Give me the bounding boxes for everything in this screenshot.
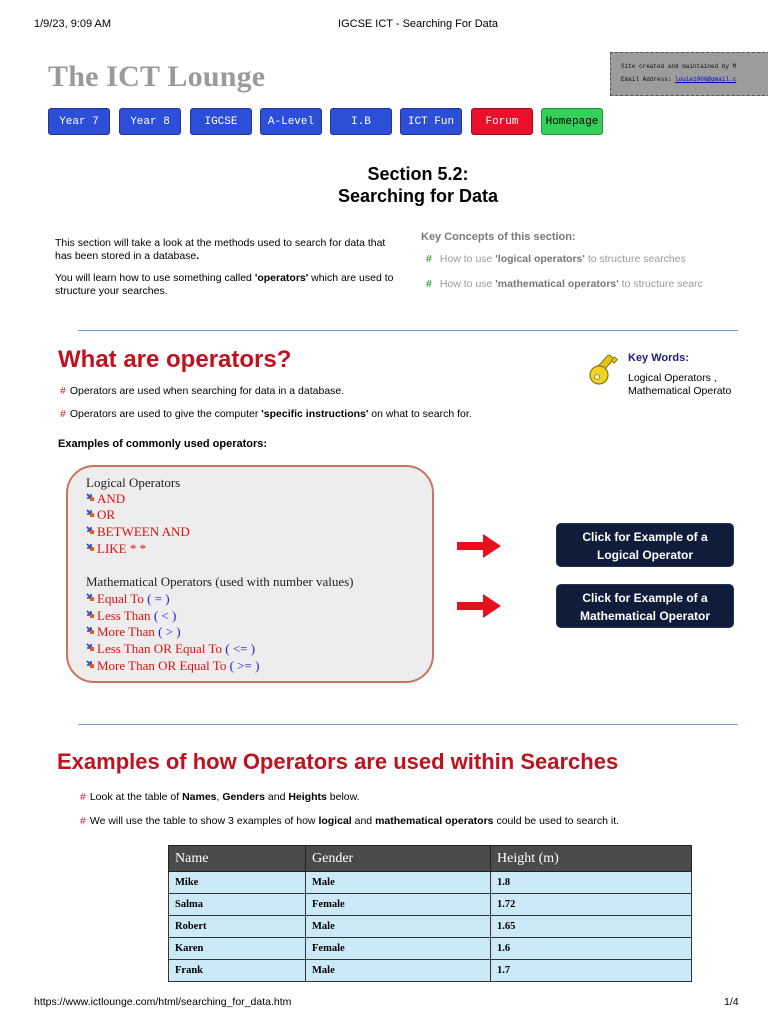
hash-bullet-icon: # — [60, 408, 66, 420]
stamp-line2 — [621, 73, 768, 86]
hash-bullet-icon: # — [80, 815, 86, 827]
logical-operator-item: BETWEEN AND — [86, 524, 190, 540]
cell-height: 1.65 — [491, 916, 692, 938]
red-arrow-icon — [455, 532, 503, 560]
arrow-bullet-icon — [86, 493, 95, 502]
key-word-1: Logical Operators , — [628, 372, 717, 384]
key-concept-item: # How to use 'mathematical operators' to structure searc — [426, 278, 703, 290]
table-row — [169, 916, 692, 938]
intro-text — [55, 237, 400, 307]
divider — [78, 724, 738, 725]
cell-name: Frank — [169, 960, 306, 982]
logical-operator-item: OR — [86, 507, 115, 523]
intro-p1-text: This section will take a look at the methods used to search for data that has been stored in a database — [55, 237, 386, 262]
section-title — [0, 163, 768, 207]
print-page-title: IGCSE ICT - Searching For Data — [338, 18, 498, 30]
key-word-2: Mathematical Operato — [628, 385, 732, 397]
arrow-bullet-icon — [86, 610, 95, 619]
intro-p2-post: which are used to structure your searches. — [55, 272, 394, 297]
arrow-bullet-icon — [86, 660, 95, 669]
cell-name: Robert — [169, 916, 306, 938]
nav-alevel-button[interactable]: A-Level — [260, 108, 322, 135]
operators-box — [66, 465, 434, 683]
nav-year7-button[interactable]: Year 7 — [48, 108, 110, 135]
cell-name: Mike — [169, 872, 306, 894]
hash-bullet-icon: # — [426, 278, 432, 290]
section-name: Searching for Data — [337, 186, 499, 206]
table-row — [169, 894, 692, 916]
cell-height: 1.7 — [491, 960, 692, 982]
examples-heading: Examples of how Operators are used within Searches — [57, 749, 619, 774]
examples-bullet: # We will use the table to show 3 examples of how logical and mathematical operators could be used to search it. — [80, 815, 620, 827]
math-operator-item: More Than OR Equal To ( >= ) — [86, 658, 259, 674]
cell-gender: Male — [306, 872, 491, 894]
examples-of-operators-heading: Examples of commonly used operators: — [58, 438, 268, 450]
print-footer-url: https://www.ictlounge.com/html/searching_for_data.htm — [34, 996, 292, 1008]
math-operator-item: Equal To ( = ) — [86, 591, 170, 607]
stamp-email-label: Email Address: — [621, 76, 672, 83]
site-credit-stamp — [610, 52, 768, 96]
site-title[interactable]: The ICT Lounge — [48, 60, 266, 93]
table-row — [169, 938, 692, 960]
cell-height: 1.6 — [491, 938, 692, 960]
cta-line: Logical Operator — [596, 548, 694, 562]
intro-p2-bold: 'operators' — [254, 272, 309, 284]
cell-height: 1.8 — [491, 872, 692, 894]
red-arrow-icon — [455, 592, 503, 620]
cell-gender: Female — [306, 894, 491, 916]
operators-bullet: # Operators are used when searching for data in a database. — [60, 385, 345, 397]
nav-forum-button[interactable]: Forum — [471, 108, 533, 135]
logical-operators-heading: Logical Operators — [86, 475, 181, 490]
arrow-bullet-icon — [86, 626, 95, 635]
cta-line: Click for Example of a — [582, 530, 708, 544]
examples-bullet: # Look at the table of Names, Genders and Heights below. — [80, 791, 360, 803]
divider — [78, 330, 738, 331]
column-header-name: Name — [169, 846, 306, 872]
cta-line: Mathematical Operator — [579, 609, 711, 623]
intro-paragraph-2 — [55, 272, 400, 297]
key-words-title: Key Words: — [628, 352, 689, 364]
intro-paragraph-1 — [55, 237, 400, 262]
nav-ictfun-button[interactable]: ICT Fun — [400, 108, 462, 135]
intro-p1-period: . — [196, 249, 200, 262]
arrow-bullet-icon — [86, 643, 95, 652]
arrow-bullet-icon — [86, 543, 95, 552]
people-table — [168, 845, 692, 982]
print-footer-page: 1/4 — [724, 996, 739, 1008]
intro-p2-pre: You will learn how to use something called — [55, 272, 255, 284]
arrow-bullet-icon — [86, 593, 95, 602]
print-datetime: 1/9/23, 9:09 AM — [34, 18, 112, 30]
logical-operator-example-button[interactable] — [556, 523, 734, 567]
cell-height: 1.72 — [491, 894, 692, 916]
table-header-row — [169, 846, 692, 872]
key-icon — [588, 350, 622, 386]
section-number: Section 5.2: — [367, 164, 469, 184]
nav-homepage-button[interactable]: Homepage — [541, 108, 603, 135]
logical-operator-item: LIKE * * — [86, 541, 146, 557]
mathematical-operators-heading: Mathematical Operators (used with number values) — [86, 574, 354, 589]
math-operator-example-button[interactable] — [556, 584, 734, 628]
math-operator-item: Less Than OR Equal To ( <= ) — [86, 641, 255, 657]
arrow-bullet-icon — [86, 509, 95, 518]
nav-igcse-button[interactable]: IGCSE — [190, 108, 252, 135]
operators-bullet: # Operators are used to give the computer 'specific instructions' on what to search for. — [60, 408, 472, 420]
math-operator-item: More Than ( > ) — [86, 624, 181, 640]
stamp-line1: Site created and maintained by M — [621, 63, 737, 70]
operators-heading: What are operators? — [58, 346, 292, 373]
table-row — [169, 960, 692, 982]
arrow-bullet-icon — [86, 526, 95, 535]
column-header-height: Height (m) — [491, 846, 692, 872]
cell-name: Salma — [169, 894, 306, 916]
cell-name: Karen — [169, 938, 306, 960]
column-header-gender: Gender — [306, 846, 491, 872]
stamp-email-link[interactable]: louie1006@gmail.c — [675, 76, 737, 83]
key-concept-item: # How to use 'logical operators' to structure searches — [426, 253, 686, 265]
math-operator-item: Less Than ( < ) — [86, 608, 176, 624]
logical-operator-item: AND — [86, 491, 125, 507]
nav-year8-button[interactable]: Year 8 — [119, 108, 181, 135]
cta-line: Click for Example of a — [582, 591, 708, 605]
key-concepts-title: Key Concepts of this section: — [421, 231, 576, 243]
hash-bullet-icon: # — [426, 253, 432, 265]
table-row — [169, 872, 692, 894]
cell-gender: Male — [306, 960, 491, 982]
hash-bullet-icon: # — [60, 385, 66, 397]
cell-gender: Female — [306, 938, 491, 960]
nav-ib-button[interactable]: I.B — [330, 108, 392, 135]
hash-bullet-icon: # — [80, 791, 86, 803]
key-words-list — [628, 372, 731, 398]
cell-gender: Male — [306, 916, 491, 938]
